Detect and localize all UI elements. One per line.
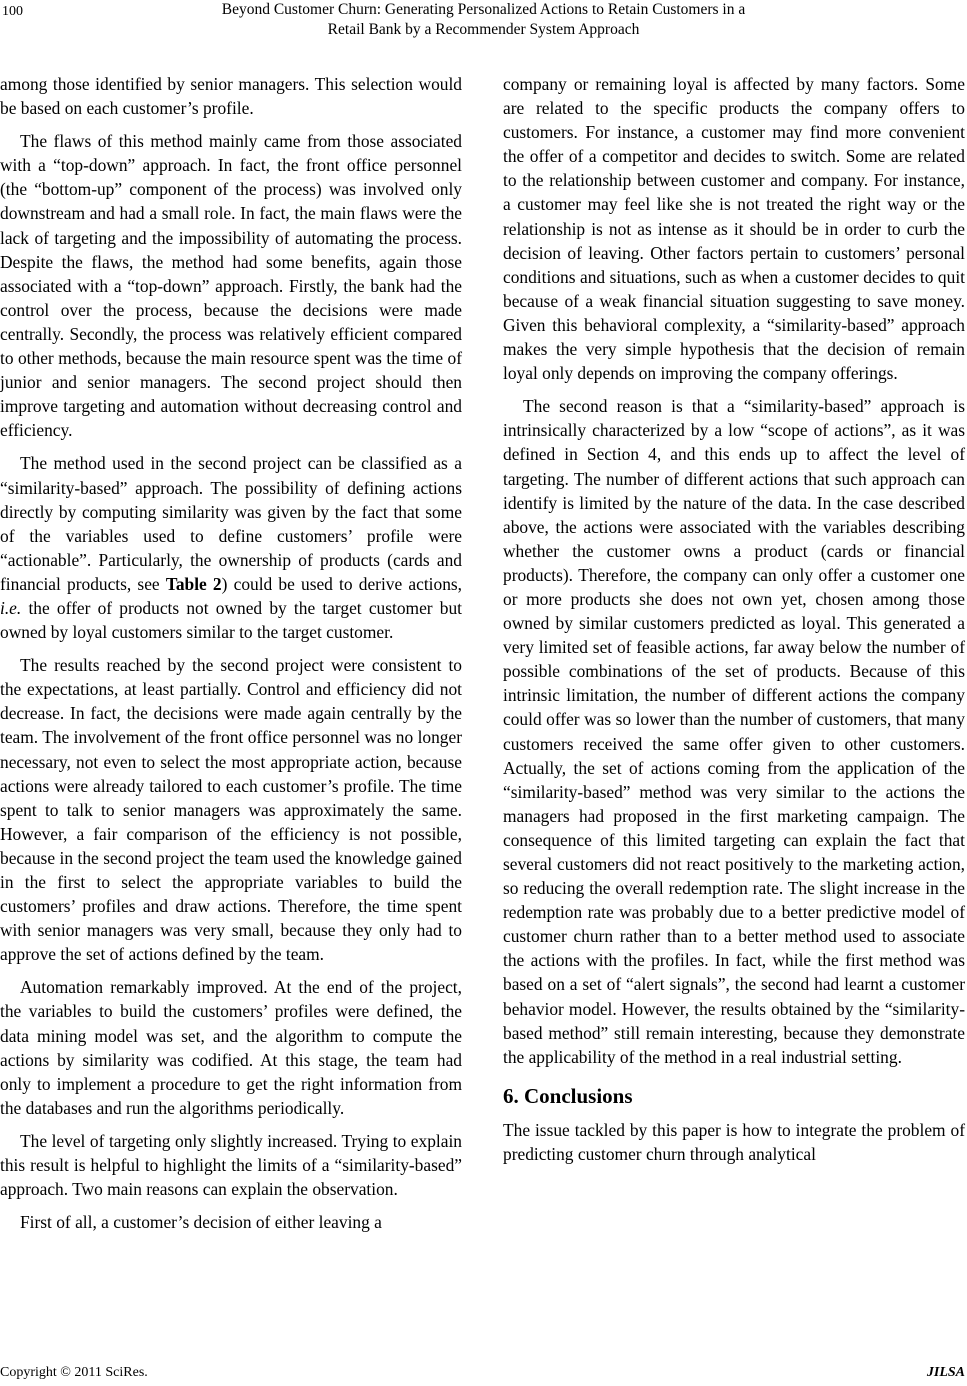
left-column	[0, 72, 462, 1243]
paragraph	[0, 451, 462, 644]
footer-journal-name: JILSA	[926, 1365, 965, 1380]
paragraph: First of all, a customer’s decision of either leaving a	[20, 1212, 382, 1233]
paragraph: among those identified by senior managers. This selection would be based on each customer’s profile.	[0, 74, 462, 119]
footer-copyright: Copyright © 2011 SciRes.	[0, 1365, 148, 1380]
paragraph-text: the offer of products not owned by the target customer but owned by loyal customers similar to the target customer.	[0, 597, 462, 643]
paragraph: The level of targeting only slightly increased. Trying to explain this result is helpful to highlight the limits of a “similarity-based” approach. Two main reasons can explain the observation.	[0, 1130, 462, 1200]
paragraph: The second reason is that a “similarity-based” approach is intrinsically characterized by a low “scope of actions”, as it was defined in Section 4, and this ends up to affect the level of targeting. The number of different actions that such approach can identify is limited by the nature of the data. In the case described above, the actions were associated with the variables describing whether the customer owns a product (cards or financial products). Therefore, the company can only offer a customer one or more products she does not own yet, chosen among those owned by similar customers predicted as loyal. This generated a very limited set of feasible actions, far away below the number of possible combinations of the set of products. Because of this intrinsic limitation, the number of different actions the company could offer was so lower than the number of customers, that many customers received the same offer given to other customers. Actually, the set of actions coming from the application of the “similarity-based” method was very similar to the actions the managers had proposed in the first marketing campaign. The consequence of this limited targeting can explain the fact that several customers did not react positively to the marketing action, so reducing the overall redemption rate. The slight increase in the redemption rate was probably due to a better predictive model of customer churn rather than to a better method used to associate the actions with the profiles. In fact, while the first method was based on a set of “alert signals”, the second had learnt a customer behavior model. However, the results obtained by the “similarity-based method” still remain interesting, because they demonstrate the applicability of the method in a real industrial setting.	[503, 396, 965, 1067]
running-head	[120, 0, 847, 40]
paragraph: The results reached by the second project were consistent to the expectations, at least partially. Control and efficiency did not decrease. In fact, the decisions were made again centrally by the team. The involvement of the front office personnel was no longer necessary, not even to select the most appropriate action, because actions were already tailored to each customer’s profile. The time spent to talk to senior managers was approximately the same. However, a fair comparison of the efficiency is not possible, because in the second project the team used the knowledge gained in the first to select the appropriate variables to build the customers’ profiles and draw actions. Therefore, the time spent with senior managers was very small, because they only had to approve the set of actions defined by the team.	[0, 655, 462, 965]
running-head-line-2: Retail Bank by a Recommender System Approach	[327, 21, 640, 38]
paragraph: Automation remarkably improved. At the end of the project, the variables to build the customers’ profiles were defined, the data mining model was set, and the algorithm to compute the actions by similarity was codified. At this stage, the team had only to implement a procedure to get the right information from the databases and run the algorithms periodically.	[0, 977, 462, 1118]
right-column	[503, 72, 965, 1175]
paragraph: company or remaining loyal is affected by many factors. Some are related to the specific products the company offers to customers. For instance, a customer may find more convenient the offer of a competitor and decides to switch. Some are related to the relationship between customer and company. For instance, a customer may feel like she is not treated the right way or the relationship is not as intense as it should be in order to curb the decision of leaving. Other factors pertain to customers’ personal conditions and situations, such as when a customer decides to quit because of a weak financial situation suggesting to save money. Given this behavioral complexity, a “similarity-based” approach makes the very simple hypothesis that the decision of remain loyal only depends on improving the company offerings.	[503, 74, 965, 384]
running-head-line-1: Beyond Customer Churn: Generating Personalized Actions to Retain Customers in a	[221, 1, 746, 18]
paragraph-text: The method used in the second project can be classified as a “similarity-based” approach. The possibility of defining actions directly by computing similarity was given by the fact that some of the variables used to define customers’ profile were “actionable”. Particularly, the ownership of products (cards and financial products, see	[0, 453, 462, 594]
latin-abbreviation: i.e.	[0, 597, 22, 618]
section-heading: 6. Conclusions	[503, 1083, 633, 1108]
page-number: 100	[2, 4, 23, 19]
table-reference-link[interactable]: Table 2	[165, 573, 222, 594]
paragraph-text: ) could be used to derive actions,	[221, 573, 463, 594]
paragraph: The issue tackled by this paper is how to integrate the problem of predicting customer churn through analytical	[503, 1119, 965, 1164]
paragraph: The flaws of this method mainly came from those associated with a “top-down” approach. In fact, the front office personnel (the “bottom-up” component of the process) was involved only downstream and had a small role. In fact, the main flaws were the lack of targeting and the impossibility of automating the process. Despite the flaws, the method had some benefits, again those associated with a “top-down” approach. Firstly, the bank had the control over the process, because the decisions were made centrally. Secondly, the process was relatively efficient compared to other methods, because the main resource spent was the time of junior and senior managers. The second project should then improve targeting and automation without decreasing control and efficiency.	[0, 131, 462, 441]
